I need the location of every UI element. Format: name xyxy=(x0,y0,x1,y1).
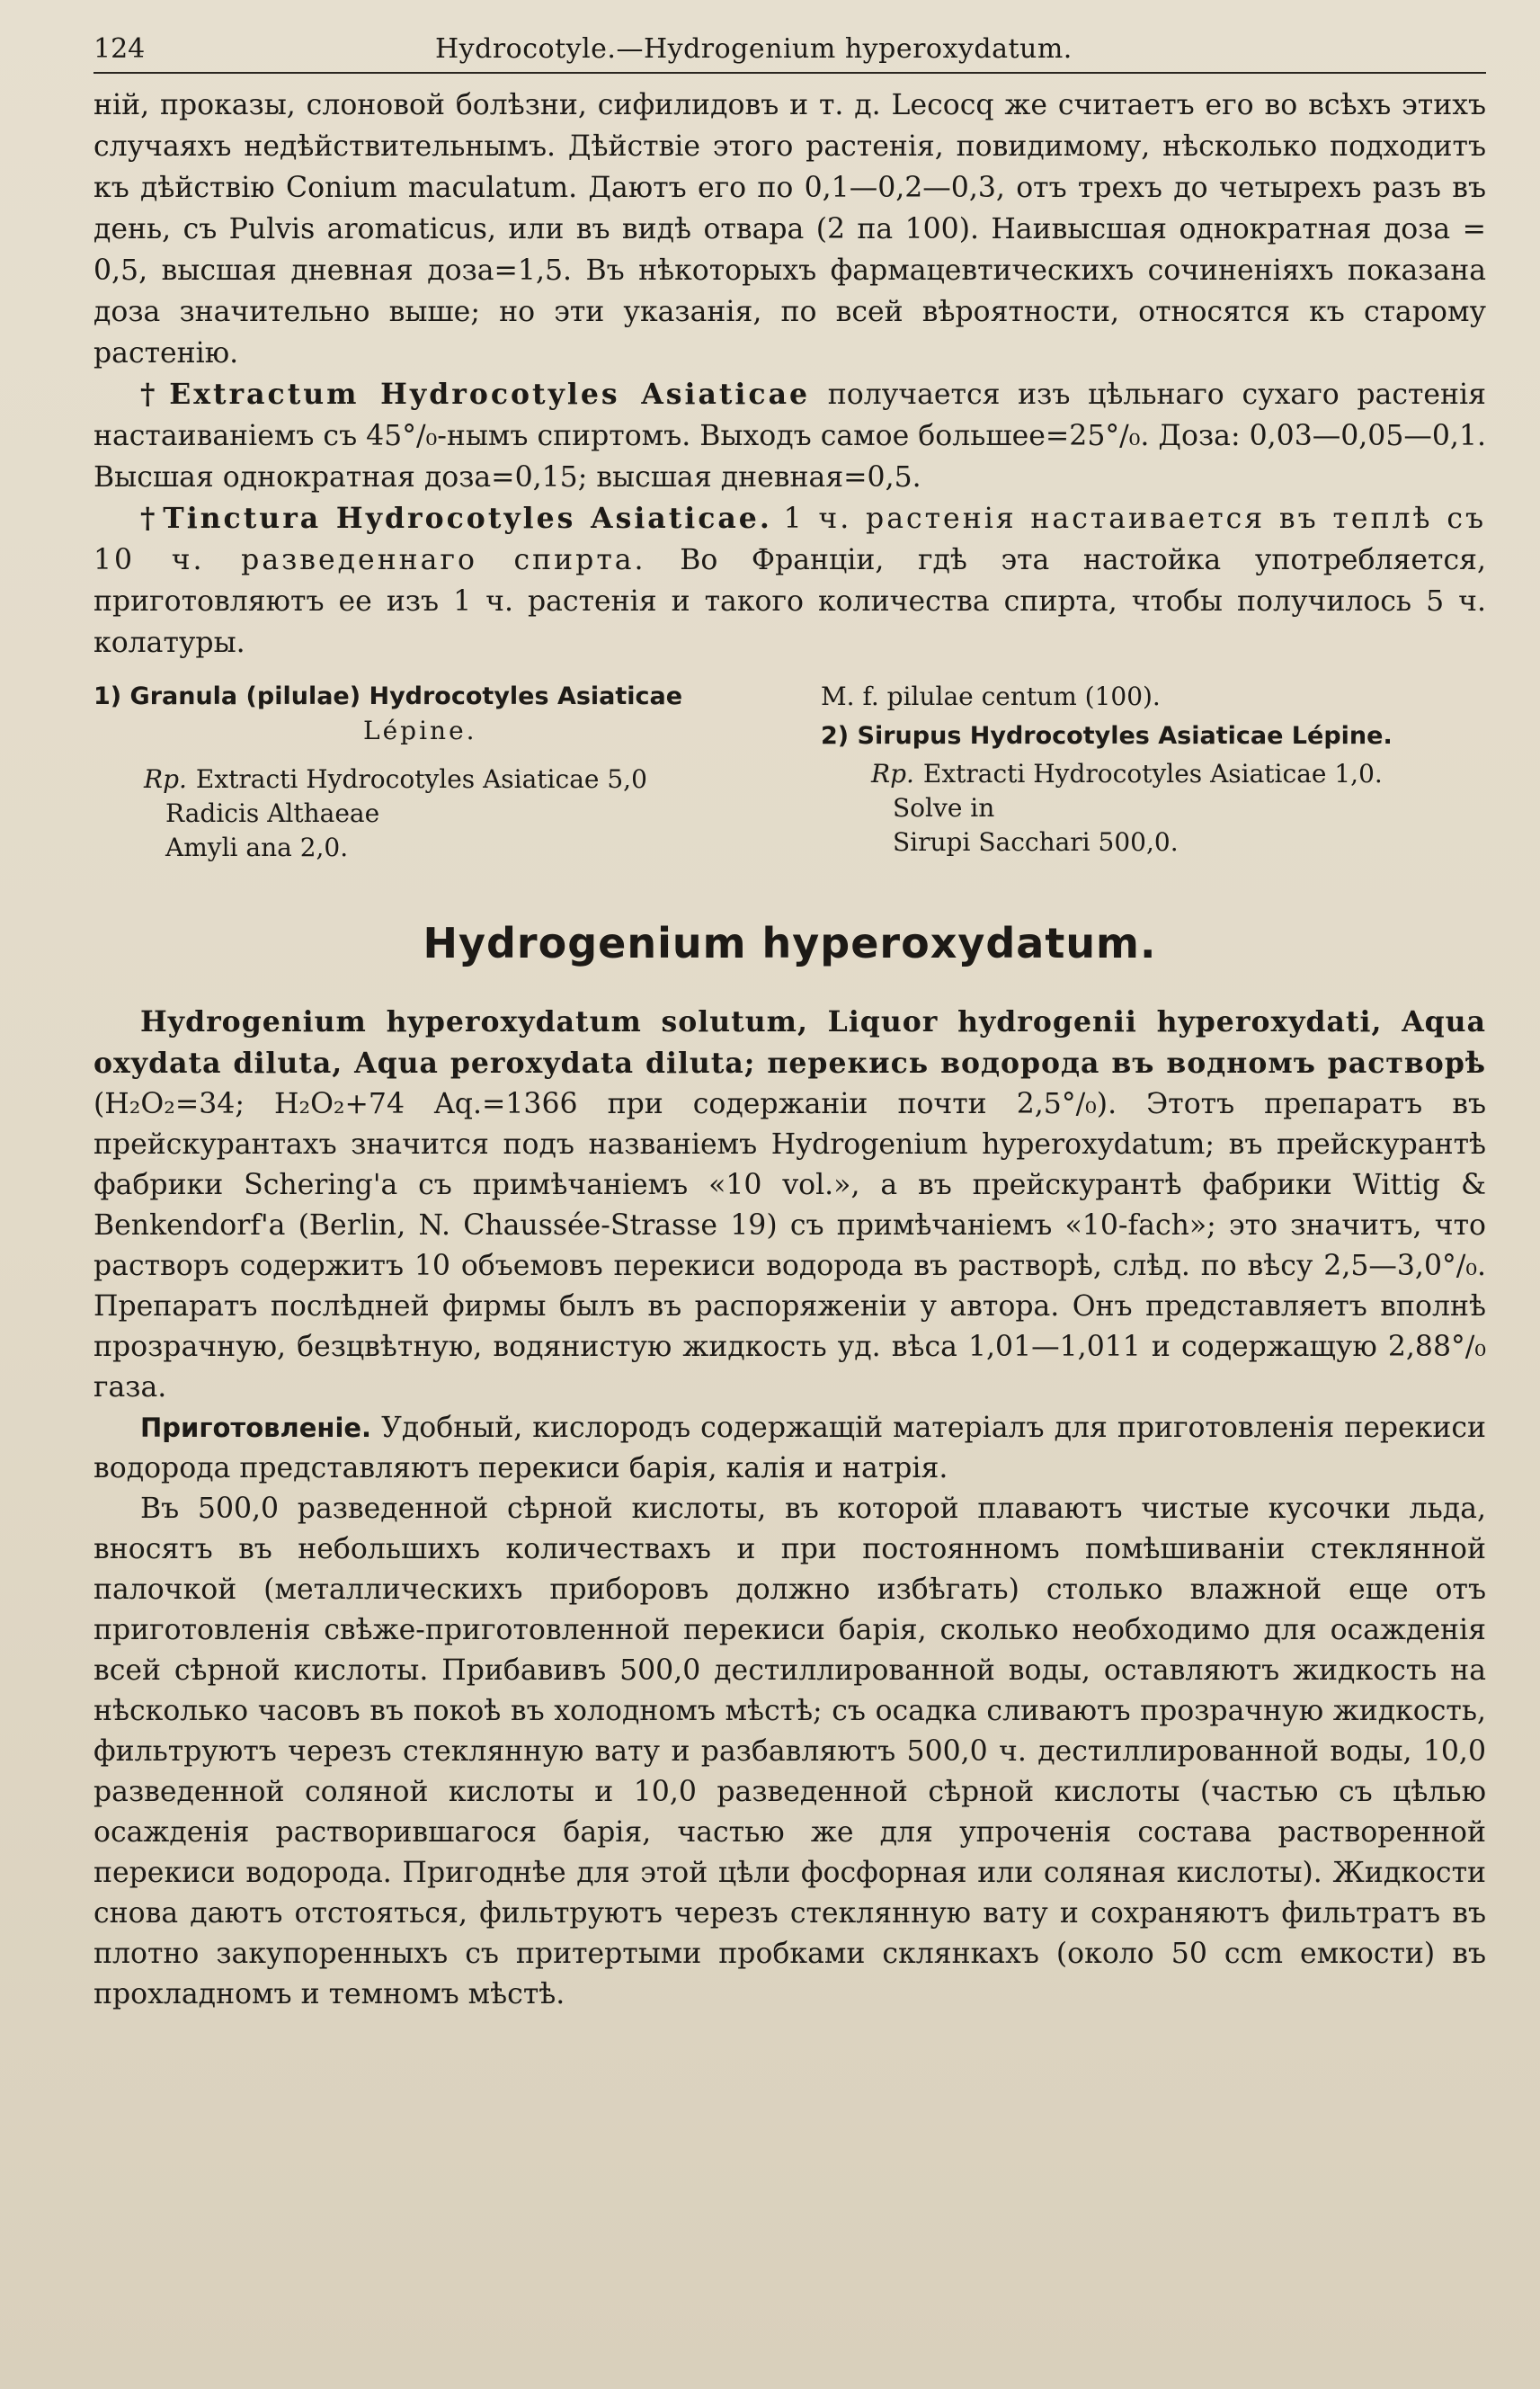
definition-paragraph xyxy=(93,1002,1486,1408)
preparation-intro: Удобный, кислородъ содержащій матеріалъ для приготовленія перекиси водорода представляютъ перекиси барія, калія и натрія. xyxy=(93,1412,1487,1484)
extract-name: Extractum Hydrocotyles Asiaticae xyxy=(169,378,811,411)
dagger-mark: † xyxy=(140,378,165,411)
recipe-1-ending: M. f. pilulae centum (100). xyxy=(821,682,1161,711)
preparation-heading: Приготовленіе. xyxy=(140,1413,372,1443)
procedure-paragraph: Въ 500,0 разведенной сѣрной кислоты, въ которой плаваютъ чистые кусочки льда, вносятъ въ небольшихъ количествахъ и при постоянномъ помѣшиваніи стеклянной палочкой (металлическихъ приборовъ должно избѣгать) столько влажной еще отъ приготовленія свѣже-приготовленной перекиси барія, сколько необходимо для осажденія всей сѣрной кислоты. Прибавивъ 500,0 дестиллированной воды, оставляютъ жидкость на нѣсколько часовъ въ покоѣ въ холодномъ мѣстѣ; съ осадка сливаютъ прозрачную жидкость, фильтруютъ черезъ стеклянную вату и разбавляютъ 500,0 ч. дестиллированной воды, 10,0 разведенной соляной кислоты и 10,0 разведенной сѣрной кислоты (частью съ цѣлью осажденія растворившагося барія, частью же для упроченія состава растворенной перекиси водорода. Пригоднѣе для этой цѣли фосфорная или соляная кислоты). Жидкости снова даютъ отстояться, фильтруютъ черезъ стеклянную вату и сохраняютъ фильтратъ въ плотно закупоренныхъ съ притертыми пробками склянкахъ (около 50 ccm емкости) въ прохладномъ и темномъ мѣстѣ. xyxy=(93,1493,1486,2010)
synonyms-lead: Hydrogenium hyperoxydatum solutum, Liquor hydrogenii hyperoxydati, Aqua oxydata diluta, Aqua peroxydata diluta; перекись водорода въ водномъ растворѣ xyxy=(93,1005,1486,1080)
tincture-paragraph xyxy=(93,498,1486,664)
rx-symbol: Rp. xyxy=(144,764,187,794)
preparation-paragraph xyxy=(93,1408,1486,1489)
recipe-2 xyxy=(821,680,1486,865)
running-title: Hydrocotyle.—Hydrogenium hyperoxydatum. xyxy=(435,33,1073,65)
recipe-1-title: 1) Granula (pilulae) Hydrocotyles Asiaticae xyxy=(93,682,683,710)
dagger-mark: † xyxy=(140,502,158,535)
section-heading: Hydrogenium hyperoxydatum. xyxy=(423,919,1157,967)
recipe-2-ingredient-1: Extracti Hydrocotyles Asiaticae 1,0. xyxy=(922,759,1383,789)
recipe-1-author: Lépine. xyxy=(363,716,477,745)
intro-paragraph: ній, проказы, слоновой болѣзни, сифилидовъ и т. д. Lecocq же считаетъ его во всѣхъ этихъ случаяхъ недѣйствительнымъ. Дѣйствіе этого растенія, повидимому, нѣсколько подходитъ къ дѣйствію Conium maculatum. Даютъ его по 0,1—0,2—0,3, отъ трехъ до четырехъ разъ въ день, съ Pulvis aromaticus, или въ видѣ отвара (2 па 100). Наивысшая однократная доза = 0,5, высшая дневная доза=1,5. Въ нѣкоторыхъ фармацевтическихъ сочиненіяхъ показана доза значительно выше; но эти указанія, по всей вѣроятности, относятся къ старому растенію. xyxy=(93,89,1486,370)
extract-paragraph xyxy=(93,374,1486,498)
rx-symbol: Rp. xyxy=(871,759,914,789)
tincture-text-spaced: 1 ч. растенія настаивается въ теплѣ съ 10 ч. разведеннаго спирта. xyxy=(93,503,1487,576)
tincture-text: Во Франціи, гдѣ эта настойка употребляется, приготовляютъ ее изъ 1 ч. растенія и такого количества спирта, чтобы получилось 5 ч. колатуры. xyxy=(93,544,1486,659)
recipe-1-rx-line xyxy=(93,762,777,797)
recipe-2-ingredient-2: Solve in xyxy=(893,793,995,823)
recipes-block xyxy=(93,680,1486,865)
definition-text: (H₂O₂=34; H₂O₂+74 Aq.=1366 при содержаніи почти 2,5°/₀). Этотъ препаратъ въ прейскурантахъ значится подъ названіемъ Hydrogenium hyperoxydatum; въ прейскурантѣ фабрики Schering'а съ примѣчаніемъ «10 vol.», а въ прейскурантѣ фабрики Wittig & Benkendorf'а (Berlin, N. Chaussée-Strasse 19) съ примѣчаніемъ «10-fach»; это значитъ, что растворъ содержитъ 10 объемовъ перекиси водорода въ растворѣ, слѣд. по вѣсу 2,5—3,0°/₀. Препаратъ послѣдней фирмы былъ въ распоряженіи у автора. Онъ представляетъ вполнѣ прозрачную, безцвѣтную, водянистую жидкость уд. вѣса 1,01—1,011 и содержащую 2,88°/₀ газа. xyxy=(93,1088,1486,1404)
extract-text: получается изъ цѣльнаго сухаго растенія настаиваніемъ съ 45°/₀-нымъ спиртомъ. Выходъ самое большее=25°/₀. Доза: 0,03—0,05—0,1. Высшая однократная доза=0,15; высшая дневная=0,5. xyxy=(93,379,1486,494)
hydrocotyle-section xyxy=(93,85,1486,865)
recipe-1 xyxy=(93,680,777,865)
running-head xyxy=(93,27,1486,74)
recipe-1-ingredient-1: Extracti Hydrocotyles Asiaticae 5,0 xyxy=(195,764,647,794)
recipe-2-title: 2) Sirupus Hydrocotyles Asiaticae Lépine. xyxy=(821,722,1393,750)
recipe-2-rx-line xyxy=(821,757,1486,791)
page-number: 124 xyxy=(93,33,146,65)
hydrogenium-section xyxy=(93,1002,1486,2015)
recipe-1-ingredient-2: Radicis Althaeae xyxy=(165,798,380,828)
recipe-1-ingredient-3: Amyli ana 2,0. xyxy=(165,833,349,862)
tincture-name: Tinctura Hydrocotyles Asiaticae. xyxy=(163,502,772,535)
recipe-2-ingredient-3: Sirupi Sacchari 500,0. xyxy=(893,827,1179,857)
